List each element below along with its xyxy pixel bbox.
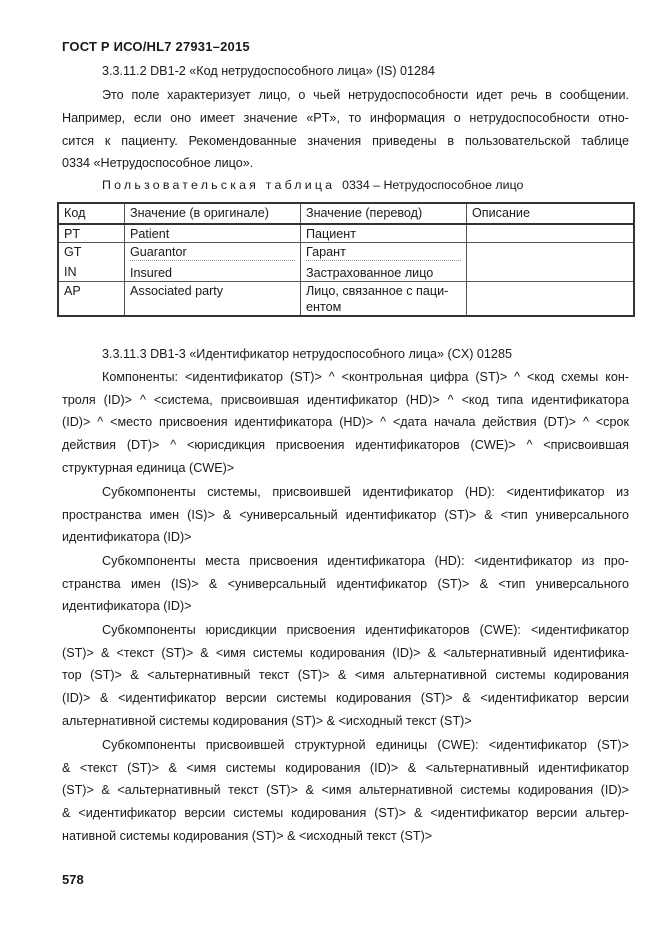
document-header: ГОСТ Р ИСО/HL7 27931–2015 <box>62 39 250 54</box>
paragraph-line: идентификатора (ID)> <box>62 530 192 544</box>
cell-description <box>467 224 635 243</box>
paragraph-line: (ID)> ^ <место присвоения идентификатора (HD)> ^ <дата начала действия (DT)> ^ <срок <box>62 415 629 429</box>
paragraph-line: действия (DT)> ^ <юрисдикция присвоения идентификаторов (CWE)> ^ <присвоившая <box>62 438 629 452</box>
paragraph-line: & <идентификатор версии системы кодирования (ST)> & <идентификатор версии альтер- <box>62 806 629 820</box>
paragraph-line: сится к пациенту. Рекомендованные значения приведены в пользовательской таблице <box>62 134 629 148</box>
paragraph-line: троля (ID)> ^ <система, присвоившая идентификатор (HD)> ^ <код типа идентификатора <box>62 393 629 407</box>
section-heading: 3.3.11.3 DB1-3 «Идентификатор нетрудоспособного лица» (CX) 01285 <box>102 347 512 361</box>
table-header-row <box>58 203 634 224</box>
cell-translation: Пациент <box>301 224 467 243</box>
page-number: 578 <box>62 872 84 887</box>
cell-code: GT <box>64 245 82 259</box>
paragraph-line: странства имен (IS)> & <универсальный идентификатор (ST)> & <тип универсального <box>62 577 629 591</box>
paragraph-line: Например, если оно имеет значение «PT», то информация о нетрудоспособности отно- <box>62 111 629 125</box>
user-table-0334 <box>57 202 635 317</box>
cell-translation: Гарант <box>306 244 461 261</box>
cell-translation: Застрахованное лицо <box>306 266 434 280</box>
paragraph-line: Субкомпоненты места присвоения идентификатора (HD): <идентификатор из про- <box>102 554 629 568</box>
section-heading: 3.3.11.2 DB1-2 «Код нетрудоспособного лица» (IS) 01284 <box>102 64 436 78</box>
paragraph-line: (ST)> & <альтернативный текст (ST)> & <имя альтернативной системы кодирования (ID)> <box>62 783 629 797</box>
paragraph-line: нативной системы кодирования (ST)> & <исходный текст (ST)> <box>62 829 433 843</box>
paragraph-line: альтернативной системы кодирования (ST)> & <исходный текст (ST)> <box>62 714 472 728</box>
table-caption-prefix: Пользовательская таблица <box>102 178 336 192</box>
paragraph-line: Это поле характеризует лицо, о чьей нетрудоспособности идет речь в сообщении. <box>102 88 629 102</box>
cell-translation: Лицо, связанное с паци- ентом <box>301 282 467 317</box>
table-caption <box>102 178 523 192</box>
column-header-description: Описание <box>467 203 635 224</box>
table-row <box>58 282 634 317</box>
cell-original: Patient <box>125 224 301 243</box>
paragraph-line: идентификатора (ID)> <box>62 599 192 613</box>
column-header-original: Значение (в оригинале) <box>125 203 301 224</box>
cell-code: AP <box>58 282 125 317</box>
column-header-code: Код <box>58 203 125 224</box>
paragraph-line: пространства имен (IS)> & <универсальный идентификатор (ST)> & <тип универсального <box>62 508 629 522</box>
paragraph-line: структурная единица (CWE)> <box>62 461 235 475</box>
column-header-translation: Значение (перевод) <box>301 203 467 224</box>
paragraph-line: 0334 «Нетрудоспособное лицо». <box>62 156 254 170</box>
table-caption-suffix: 0334 – Нетрудоспособное лицо <box>342 178 524 192</box>
paragraph-line: Субкомпоненты юрисдикции присвоения идентификаторов (CWE): <идентификатор <box>102 623 629 637</box>
paragraph-line: Субкомпоненты системы, присвоившей идентификатор (HD): <идентификатор из <box>102 485 629 499</box>
cell-code: IN <box>64 265 77 279</box>
paragraph-line: Субкомпоненты присвоившей структурной единицы (CWE): <идентификатор (ST)> <box>102 738 629 752</box>
cell-original: Associated party <box>125 282 301 317</box>
paragraph-line: (ST)> & <текст (ST)> & <имя системы кодирования (ID)> & <альтернативный идентифика- <box>62 646 629 660</box>
cell-description <box>467 282 635 317</box>
paragraph-line: (ID)> & <идентификатор версии системы кодирования (ST)> & <идентификатор версии <box>62 691 629 705</box>
cell-original: Insured <box>130 266 173 280</box>
cell-code: PT <box>58 224 125 243</box>
paragraph-line: & <текст (ST)> & <имя системы кодирования (ID)> & <альтернативный идентификатор <box>62 761 629 775</box>
table-row <box>58 224 634 243</box>
paragraph-line: Компоненты: <идентификатор (ST)> ^ <контрольная цифра (ST)> ^ <код схемы кон- <box>102 370 629 384</box>
table-row <box>58 243 634 282</box>
paragraph-line: тор (ST)> & <альтернативный текст (ST)> & <имя альтернативной системы кодирования <box>62 668 629 682</box>
cell-original: Guarantor <box>130 244 295 261</box>
